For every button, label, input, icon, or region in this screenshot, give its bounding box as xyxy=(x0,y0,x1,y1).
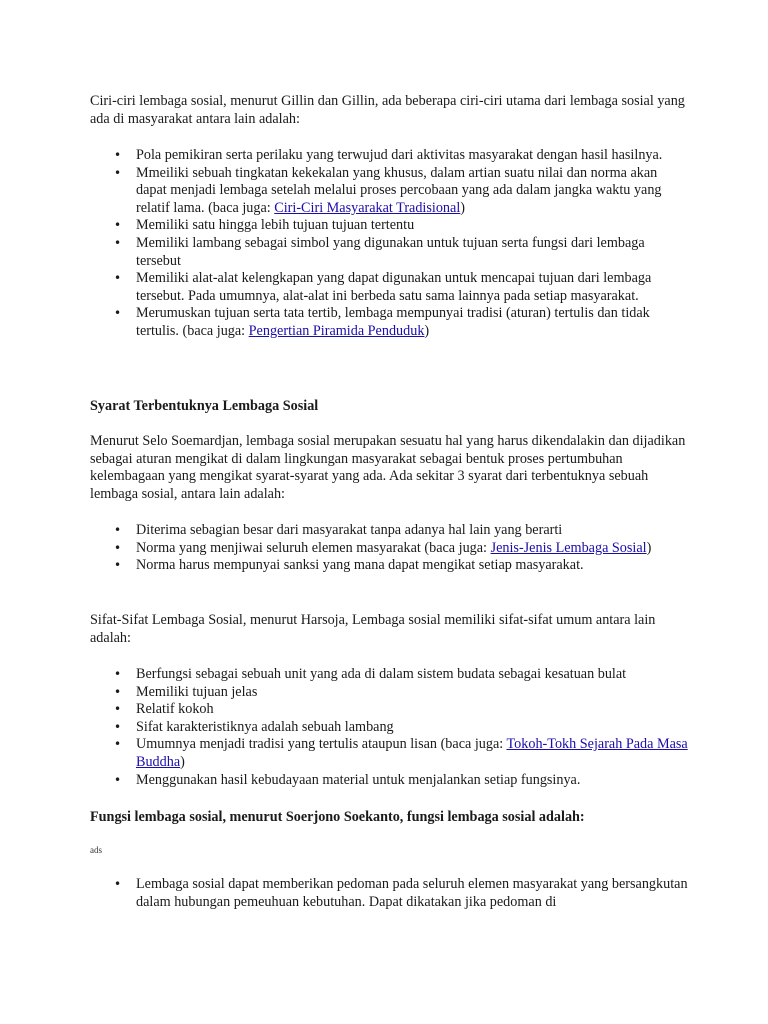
ads-label: ads xyxy=(90,845,102,855)
list-item-text: Memiliki tujuan jelas xyxy=(136,683,258,700)
sifat-list xyxy=(90,666,690,789)
heading-syarat: Syarat Terbentuknya Lembaga Sosial xyxy=(90,398,319,414)
closing-paren: ) xyxy=(646,539,652,556)
list-item-text: Memiliki lambang sebagai simbol yang digunakan untuk tujuan serta fungsi dari lembaga tersebut xyxy=(136,234,645,269)
list-item-text: Menggunakan hasil kebudayaan material untuk menjalankan setiap fungsinya. xyxy=(136,771,581,788)
sifat-intro-paragraph: Sifat-Sifat Lembaga Sosial, menurut Harsoja, Lembaga sosial memiliki sifat-sifat umum antara lain adalah: xyxy=(90,612,656,646)
list-item-text: Lembaga sosial dapat memberikan pedoman pada seluruh elemen masyarakat yang bersangkutan dalam hubungan pemeuhuan kebutuhan. Dapat dikatakan jika pedoman di xyxy=(136,876,688,910)
closing-paren: ) xyxy=(424,322,430,339)
list-item xyxy=(90,147,690,165)
closing-paren: ) xyxy=(180,753,185,770)
list-item-text: Mmeiliki sebuah tingkatan kekekalan yang khusus, dalam artian suatu nilai dan norma akan dapat menjadi lembaga setelah melalui proses percobaan yang ada dalam jangka waktu yang relatif lama. (baca juga: xyxy=(136,164,662,216)
list-item xyxy=(90,701,690,719)
baca-juga-link[interactable]: Tokoh-Tokh Sejarah Pada Masa Buddha xyxy=(136,736,688,770)
list-item xyxy=(90,217,690,235)
list-item xyxy=(90,666,690,684)
list-item xyxy=(90,305,690,340)
list-item-text: Norma harus mempunyai sanksi yang mana dapat mengikat setiap masyarakat. xyxy=(136,557,584,574)
list-item-text: Memiliki satu hingga lebih tujuan tujuan tertentu xyxy=(136,217,415,234)
list-item xyxy=(90,270,690,305)
syarat-intro-paragraph: Menurut Selo Soemardjan, lembaga sosial merupakan sesuatu hal yang harus dikendalakin dan dijadikan sebagai aturan mengikat di dalam lingkungan masyarakat sebagai bentuk proses pertumbuhan kelembagaan yang mengikat syarat-syarat yang ada. Ada sekitar 3 syarat dari terbentuknya sebuah lembaga sosial, antara lain adalah: xyxy=(90,433,686,502)
list-item xyxy=(90,684,690,702)
list-item xyxy=(90,165,690,218)
list-item-text: Sifat karakteristiknya adalah sebuah lambang xyxy=(136,718,394,735)
list-item-text: Berfungsi sebagai sebuah unit yang ada di dalam sistem budata sebagai kesatuan bulat xyxy=(136,666,627,682)
closing-paren: ) xyxy=(460,199,465,216)
fungsi-list xyxy=(90,876,690,911)
syarat-list xyxy=(90,522,690,575)
list-item-text: Merumuskan tujuan serta tata tertib, lembaga mempunyai tradisi (aturan) tertulis dan tidak tertulis. (baca juga: xyxy=(136,305,650,339)
list-item-text: Norma yang menjiwai seluruh elemen masyarakat (baca juga: xyxy=(136,539,491,556)
intro-paragraph: Ciri-ciri lembaga sosial, menurut Gillin dan Gillin, ada beberapa ciri-ciri utama dari lembaga sosial yang ada di masyarakat antara lain adalah: xyxy=(90,93,685,127)
baca-juga-link[interactable]: Ciri-Ciri Masyarakat Tradisional xyxy=(274,199,461,216)
ciri-list xyxy=(90,147,690,341)
list-item xyxy=(90,719,690,737)
list-item xyxy=(90,557,690,575)
list-item xyxy=(90,540,690,558)
list-item-text: Umumnya menjadi tradisi yang tertulis ataupun lisan (baca juga: xyxy=(136,736,507,753)
baca-juga-link[interactable]: Jenis-Jenis Lembaga Sosial xyxy=(490,539,647,556)
baca-juga-link[interactable]: Pengertian Piramida Penduduk xyxy=(248,322,425,339)
list-item-text: Relatif kokoh xyxy=(136,701,214,718)
list-item xyxy=(90,876,690,911)
list-item-text: Diterima sebagian besar dari masyarakat tanpa adanya hal lain yang berarti xyxy=(136,522,563,538)
heading-fungsi: Fungsi lembaga sosial, menurut Soerjono Soekanto, fungsi lembaga sosial adalah: xyxy=(90,809,585,825)
list-item xyxy=(90,235,690,270)
list-item-text: Pola pemikiran serta perilaku yang terwujud dari aktivitas masyarakat dengan hasil hasilnya. xyxy=(136,147,663,163)
list-item xyxy=(90,772,690,790)
list-item xyxy=(90,736,690,771)
list-item-text: Memiliki alat-alat kelengkapan yang dapat digunakan untuk mencapai tujuan dari lembaga tersebut. Pada umumnya, alat-alat ini berbeda satu sama lainnya pada setiap masyarakat. xyxy=(136,270,652,304)
list-item xyxy=(90,522,690,540)
